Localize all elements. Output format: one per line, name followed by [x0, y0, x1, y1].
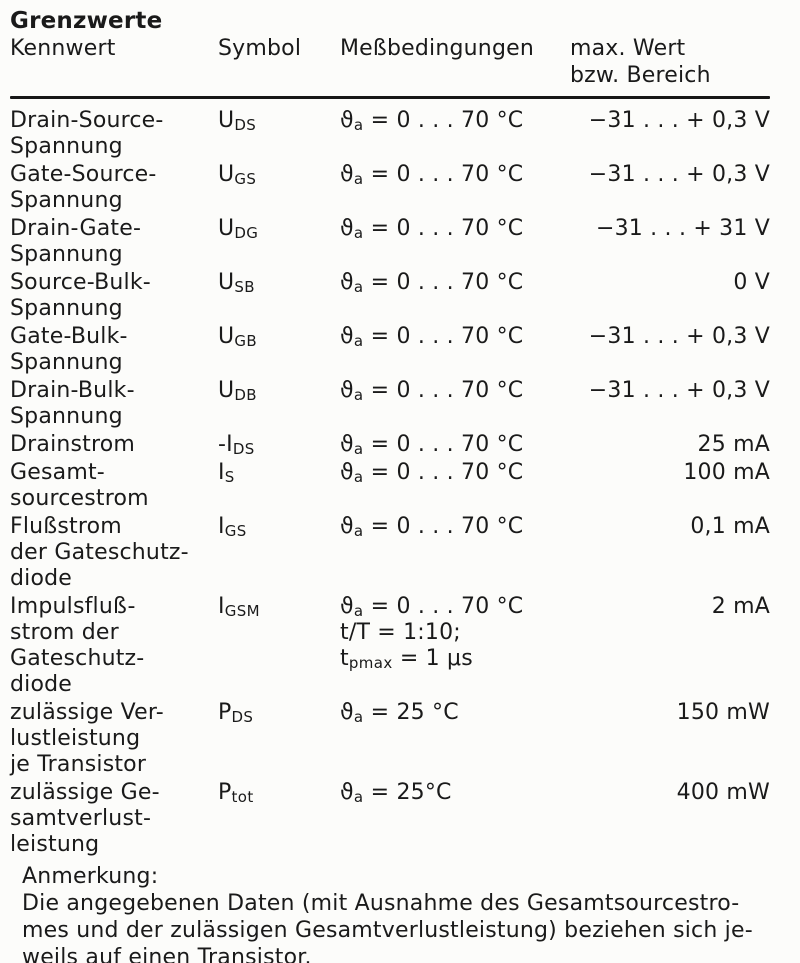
condition-base: t/T — [340, 620, 371, 645]
symbol-subscript: GB — [234, 332, 258, 350]
condition-subscript: a — [353, 278, 364, 296]
condition-line — [340, 378, 570, 404]
condition-line — [340, 514, 570, 540]
symbol-base: U — [218, 216, 235, 241]
header-rule — [10, 96, 770, 99]
row-value: 0 V — [733, 270, 770, 295]
symbol-base: U — [218, 324, 235, 349]
row-value: 25 mA — [697, 432, 770, 457]
condition-rest: = 0 . . . 70 °C — [363, 162, 524, 187]
row-value: −31 . . . + 31 V — [595, 216, 770, 241]
row-name — [10, 162, 218, 214]
symbol-subscript: GS — [224, 522, 247, 540]
column-header-kennwert: Kennwert — [10, 36, 116, 61]
condition-line — [340, 646, 570, 672]
row-symbol — [218, 162, 340, 188]
condition-base: ϑ — [340, 108, 354, 133]
row-name-line: sourcestrom — [10, 486, 149, 511]
condition-rest: = 25 °C — [363, 700, 459, 725]
row-name-line: samtverlust- — [10, 806, 152, 831]
condition-line — [340, 700, 570, 726]
condition-line — [340, 324, 570, 350]
condition-subscript: a — [353, 332, 364, 350]
column-header-symbol: Symbol — [218, 36, 302, 61]
row-symbol — [218, 216, 340, 242]
condition-base: ϑ — [340, 378, 354, 403]
row-value: 2 mA — [711, 594, 770, 619]
row-conditions — [340, 460, 570, 486]
condition-base: ϑ — [340, 460, 354, 485]
row-name-line: je Transistor — [10, 752, 147, 777]
row-name-line: zulässige Ge- — [10, 780, 160, 805]
note-heading: Anmerkung: — [22, 864, 159, 889]
row-name-line: Spannung — [10, 404, 123, 429]
condition-base: ϑ — [340, 594, 354, 619]
table-row — [10, 700, 770, 778]
row-name-line: der Gateschutz- — [10, 540, 189, 565]
row-symbol — [218, 432, 340, 458]
condition-base: ϑ — [340, 324, 354, 349]
table-row — [10, 594, 770, 698]
row-name — [10, 514, 218, 592]
row-name-line: Flußstrom — [10, 514, 122, 539]
condition-rest: = 0 . . . 70 °C — [363, 432, 524, 457]
symbol-base: U — [218, 378, 235, 403]
row-value: 150 mW — [676, 700, 770, 725]
row-conditions — [340, 108, 570, 134]
row-name-line: Drain-Gate- — [10, 216, 142, 241]
symbol-base: P — [218, 700, 232, 725]
symbol-subscript: GS — [234, 170, 257, 188]
row-name-line: Gate-Source- — [10, 162, 157, 187]
table-row — [10, 460, 770, 512]
row-name-line: Drain-Bulk- — [10, 378, 135, 403]
note-line: weils auf einen Transistor. — [22, 945, 312, 963]
condition-subscript: a — [353, 788, 364, 806]
row-conditions — [340, 324, 570, 350]
row-name — [10, 108, 218, 160]
row-conditions — [340, 432, 570, 458]
symbol-subscript: GSM — [224, 602, 260, 620]
column-header-max-wert-line2: bzw. Bereich — [570, 63, 711, 88]
row-conditions — [340, 270, 570, 296]
symbol-base: I — [218, 514, 225, 539]
row-symbol — [218, 514, 340, 540]
condition-rest: = 25°C — [363, 780, 452, 805]
condition-subscript: a — [353, 522, 364, 540]
table-row — [10, 324, 770, 376]
condition-base: ϑ — [340, 780, 354, 805]
row-value: 0,1 mA — [690, 514, 770, 539]
row-name-line: Drain-Source- — [10, 108, 164, 133]
row-name-line: Spannung — [10, 242, 123, 267]
row-value: −31 . . . + 0,3 V — [588, 162, 770, 187]
row-symbol — [218, 324, 340, 350]
symbol-base: P — [218, 780, 232, 805]
row-symbol — [218, 780, 340, 806]
column-header-max-wert-line1: max. Wert — [570, 36, 686, 61]
row-name-line: leistung — [10, 832, 100, 857]
symbol-subscript: DB — [234, 386, 257, 404]
row-symbol — [218, 108, 340, 134]
condition-base: ϑ — [340, 162, 354, 187]
condition-subscript: a — [353, 170, 364, 188]
row-conditions — [340, 780, 570, 806]
condition-line — [340, 162, 570, 188]
symbol-base: U — [218, 108, 235, 133]
row-name — [10, 700, 218, 778]
row-value: 400 mW — [676, 780, 770, 805]
row-name — [10, 270, 218, 322]
note-section — [10, 863, 770, 963]
row-conditions — [340, 162, 570, 188]
symbol-subscript: DS — [231, 708, 254, 726]
condition-subscript: pmax — [348, 654, 393, 672]
condition-subscript: a — [353, 468, 364, 486]
condition-line — [340, 216, 570, 242]
row-name-line: Spannung — [10, 134, 123, 159]
condition-rest: = 0 . . . 70 °C — [363, 594, 524, 619]
row-name — [10, 780, 218, 858]
condition-rest: = 1:10; — [370, 620, 461, 645]
condition-base: t — [340, 646, 349, 671]
condition-line — [340, 460, 570, 486]
row-symbol — [218, 378, 340, 404]
column-header-max-wert — [570, 35, 770, 89]
condition-line — [340, 620, 570, 646]
row-value: −31 . . . + 0,3 V — [588, 378, 770, 403]
note-line: Die angegebenen Daten (mit Ausnahme des Gesamtsourcestro- — [22, 891, 740, 916]
row-name-line: Gesamt- — [10, 460, 105, 485]
row-value: 100 mA — [683, 460, 770, 485]
row-name-line: diode — [10, 566, 73, 591]
condition-line — [340, 270, 570, 296]
row-name-line: Gate-Bulk- — [10, 324, 128, 349]
table-rows — [10, 108, 770, 858]
condition-rest: = 0 . . . 70 °C — [363, 378, 524, 403]
table-row — [10, 270, 770, 322]
table-row — [10, 780, 770, 858]
row-name — [10, 460, 218, 512]
condition-subscript: a — [353, 440, 364, 458]
condition-line — [340, 594, 570, 620]
row-name-line: Source-Bulk- — [10, 270, 151, 295]
symbol-base: I — [218, 460, 225, 485]
row-name-line: Spannung — [10, 188, 123, 213]
table-row — [10, 162, 770, 214]
condition-rest: = 0 . . . 70 °C — [363, 108, 524, 133]
table-header — [10, 35, 770, 89]
column-header-messbedingungen: Meßbedingungen — [340, 36, 534, 61]
row-name — [10, 216, 218, 268]
condition-base: ϑ — [340, 700, 354, 725]
condition-rest: = 0 . . . 70 °C — [363, 460, 524, 485]
row-name — [10, 594, 218, 698]
row-name — [10, 432, 218, 458]
condition-subscript: a — [353, 116, 364, 134]
row-name-line: Gateschutz- — [10, 646, 145, 671]
table-row — [10, 514, 770, 592]
condition-line — [340, 432, 570, 458]
row-symbol — [218, 460, 340, 486]
section-title: Grenzwerte — [10, 8, 163, 34]
condition-rest: = 0 . . . 70 °C — [363, 514, 524, 539]
symbol-subscript: S — [224, 468, 235, 486]
condition-subscript: a — [353, 224, 364, 242]
row-conditions — [340, 700, 570, 726]
row-name — [10, 324, 218, 376]
symbol-subscript: DG — [234, 224, 259, 242]
table-row — [10, 108, 770, 160]
row-symbol — [218, 700, 340, 726]
row-value: −31 . . . + 0,3 V — [588, 324, 770, 349]
condition-base: ϑ — [340, 270, 354, 295]
symbol-base: -I — [218, 432, 233, 457]
condition-line — [340, 780, 570, 806]
row-conditions — [340, 594, 570, 672]
row-name-line: Spannung — [10, 296, 123, 321]
condition-subscript: a — [353, 386, 364, 404]
symbol-subscript: DS — [234, 116, 257, 134]
row-symbol — [218, 594, 340, 620]
note-line: mes und der zulässigen Gesamtverlustleistung) beziehen sich je- — [22, 918, 753, 943]
symbol-subscript: tot — [231, 788, 254, 806]
condition-rest: = 0 . . . 70 °C — [363, 270, 524, 295]
row-symbol — [218, 270, 340, 296]
condition-base: ϑ — [340, 216, 354, 241]
symbol-subscript: DS — [232, 440, 255, 458]
symbol-base: U — [218, 270, 235, 295]
table-row — [10, 432, 770, 458]
condition-rest: = 0 . . . 70 °C — [363, 216, 524, 241]
condition-base: ϑ — [340, 432, 354, 457]
condition-rest: = 0 . . . 70 °C — [363, 324, 524, 349]
row-conditions — [340, 216, 570, 242]
symbol-base: I — [218, 594, 225, 619]
condition-subscript: a — [353, 708, 364, 726]
row-value: −31 . . . + 0,3 V — [588, 108, 770, 133]
table-row — [10, 216, 770, 268]
row-name-line: Spannung — [10, 350, 123, 375]
row-name-line: zulässige Ver- — [10, 700, 164, 725]
condition-base: ϑ — [340, 514, 354, 539]
condition-line — [340, 108, 570, 134]
row-name-line: Drainstrom — [10, 432, 136, 457]
row-name-line: lustleistung — [10, 726, 141, 751]
condition-rest: = 1 μs — [392, 646, 473, 671]
row-conditions — [340, 378, 570, 404]
row-name-line: Impulsfluß- — [10, 594, 136, 619]
row-name-line: diode — [10, 672, 73, 697]
row-conditions — [340, 514, 570, 540]
row-name — [10, 378, 218, 430]
table-row — [10, 378, 770, 430]
symbol-subscript: SB — [234, 278, 255, 296]
condition-subscript: a — [353, 602, 364, 620]
row-name-line: strom der — [10, 620, 119, 645]
symbol-base: U — [218, 162, 235, 187]
